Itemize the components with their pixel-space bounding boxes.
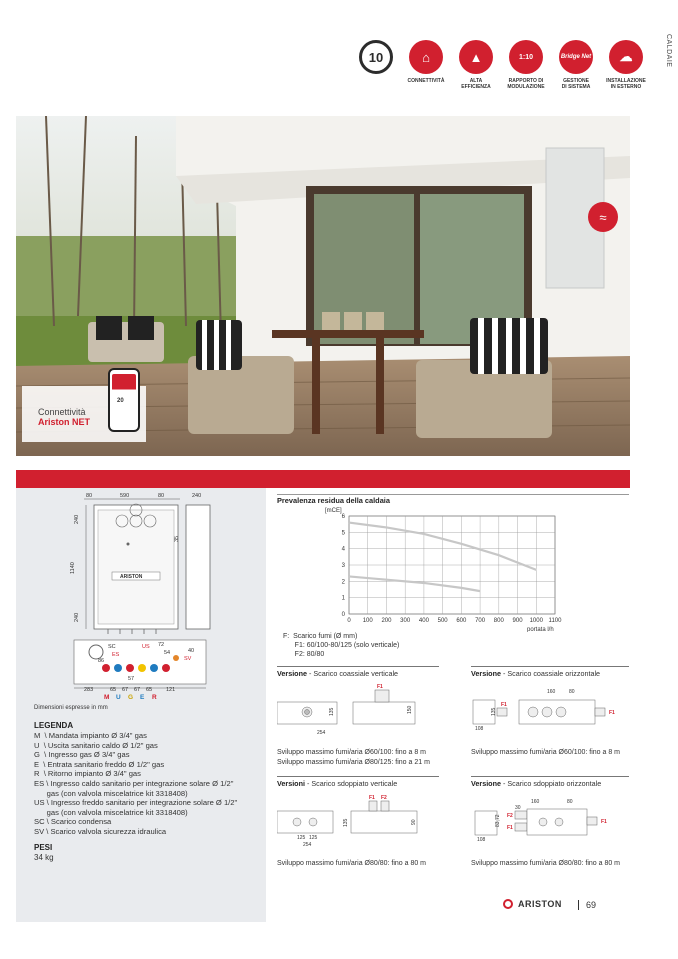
label-f1: F1	[501, 702, 507, 708]
footer-brand	[503, 899, 562, 909]
x-tick-label: 600	[456, 618, 467, 624]
version-split-vertical-dev	[277, 859, 426, 869]
x-tick-label: 0	[347, 618, 351, 624]
feature-connectivity	[404, 40, 448, 90]
pump-head-chart	[277, 504, 629, 632]
conn-e: E	[140, 694, 145, 700]
diagram-coax-vertical	[277, 684, 439, 740]
wifi-icon: ≈	[588, 202, 618, 232]
version-coax-horizontal-dev	[471, 748, 620, 758]
dim-b: 80	[567, 799, 573, 805]
dim-d: 83,72	[495, 814, 501, 827]
footer-brand-name: ARISTON	[518, 899, 562, 909]
chart-xlabel: portata l/h	[527, 627, 554, 632]
chart-title: Prevalenza residua della caldaia	[277, 496, 390, 505]
version-split-horizontal-dev	[471, 859, 620, 869]
section-tab: CALDAIE	[665, 34, 672, 68]
dimensions-note: Dimensioni espresse in mm	[34, 705, 108, 711]
version-title: Versione	[471, 669, 501, 678]
dim-extra-1: 54	[164, 650, 171, 656]
version-rule	[277, 666, 439, 667]
dim-e: 108	[477, 837, 486, 843]
legend-item: SV \ Scarico valvola sicurezza idraulica	[34, 826, 167, 836]
label-f2: F2	[381, 795, 387, 801]
dim-extra-5: 72	[158, 642, 165, 648]
dim-b: 150	[407, 705, 413, 714]
conn-r: R	[152, 694, 157, 700]
version-desc: - Scarico sdoppiato verticale	[304, 779, 398, 788]
outdoor-install-icon: ☁	[609, 40, 643, 74]
label-f1: F1	[507, 825, 513, 831]
dim-a: 160	[531, 799, 540, 805]
y-tick-label: 6	[341, 514, 345, 520]
feature-modulation	[504, 40, 548, 90]
section-divider	[16, 470, 630, 488]
legend-item: R \ Ritorno impianto Ø 3/4" gas	[34, 769, 141, 779]
feature-warranty	[354, 40, 398, 90]
dim-b: 80	[569, 689, 575, 695]
version-coax-horizontal	[471, 669, 600, 678]
label-f2: F2	[507, 813, 513, 819]
feature-outdoor	[604, 40, 648, 90]
dim-bottom-1: 283	[84, 687, 94, 693]
dim-top-right: 80	[158, 493, 165, 499]
label-f1-right: F1	[609, 710, 615, 716]
y-tick-label: 2	[341, 579, 345, 586]
flue-note: F1: 60/100-80/125 (solo verticale)	[283, 642, 400, 649]
x-tick-label: 800	[493, 618, 504, 624]
feature-icons-row	[354, 40, 648, 90]
x-tick-label: 400	[418, 618, 429, 624]
x-tick-label: 700	[475, 618, 486, 624]
x-tick-label: 100	[362, 618, 373, 624]
version-title: Versioni	[277, 779, 305, 788]
dev-line: Sviluppo massimo fumi/aria Ø80/125: fino a 21 m	[277, 758, 430, 766]
phone-temp: 20	[117, 398, 124, 404]
page-number: 69	[586, 900, 597, 910]
legend-list	[34, 731, 262, 837]
dim-d: 125	[309, 835, 318, 841]
legend-item: M \ Mandata impianto Ø 3/4" gas	[34, 731, 147, 740]
version-desc: - Scarico sdoppiato orizzontale	[500, 779, 602, 788]
footer-separator	[578, 900, 579, 910]
label-f1: F1	[369, 795, 375, 801]
dim-c: 135	[491, 707, 497, 716]
flue-notes	[283, 632, 399, 659]
y-tick-label: 5	[341, 530, 345, 537]
legend-item: U \ Uscita sanitario caldo Ø 1/2" gas	[34, 740, 158, 750]
dim-bottom-6: 121	[166, 687, 176, 693]
legend-title: LEGENDA	[34, 721, 74, 730]
dev-line: Sviluppo massimo fumi/aria Ø80/80: fino a 80 m	[277, 860, 427, 867]
flue-note: F2: 80/80	[283, 651, 325, 658]
feature-label: ALTA EFFICIENZA	[461, 78, 491, 90]
chart-top-rule	[277, 494, 629, 495]
label-us: US	[142, 644, 150, 650]
legend-item: US \ Ingresso freddo sanitario per integrazione solare Ø 1/2" gas (con valvola miscelatrice kit 3318408)	[34, 798, 238, 817]
feature-label: RAPPORTO DI MODULAZIONE	[507, 78, 545, 90]
flue-note: F: Scarico fumi (Ø mm)	[283, 633, 358, 640]
dim-side-bottom: 240	[74, 612, 80, 622]
smartphone-icon	[108, 368, 140, 432]
dev-line: Sviluppo massimo fumi/aria Ø80/80: fino a 80 m	[471, 860, 621, 867]
conn-g: G	[128, 694, 134, 700]
dim-a: 135	[343, 818, 349, 827]
weights-value: 34 kg	[34, 853, 54, 862]
y-tick-label: 3	[341, 563, 345, 569]
dev-line: Sviluppo massimo fumi/aria Ø60/100: fino a 8 m	[277, 749, 427, 756]
legend-item: SC \ Scarico condensa	[34, 817, 112, 827]
weights-title: PESI	[34, 843, 53, 852]
dim-depth: 35	[174, 535, 180, 542]
dim-d: 108	[475, 726, 484, 732]
version-coax-vertical-dev	[277, 748, 430, 767]
version-desc: - Scarico coassiale orizzontale	[500, 669, 601, 678]
bridgenet-icon: Bridge Net	[559, 40, 593, 74]
legend-item: G \ Ingresso gas Ø 3/4" gas	[34, 750, 130, 760]
conn-m: M	[104, 694, 110, 700]
efficiency-icon: ▲	[459, 40, 493, 74]
boiler-brand-plate: ARISTON	[120, 574, 143, 580]
dim-a: 135	[329, 707, 335, 716]
dim-top-width: 590	[120, 493, 130, 499]
modulation-icon: 1:10	[509, 40, 543, 74]
version-rule	[277, 776, 439, 777]
label-sc: SC	[108, 644, 116, 650]
y-tick-label: 0	[341, 612, 345, 618]
dim-extra-3: 86	[98, 658, 105, 664]
version-split-horizontal	[471, 779, 601, 788]
x-tick-label: 900	[512, 618, 523, 624]
label-f1: F1	[377, 684, 383, 690]
dim-c: 125	[297, 835, 306, 841]
dim-extra-4: 57	[128, 676, 135, 682]
feature-label: CONNETTIVITÀ	[407, 78, 445, 84]
boiler-drawing	[16, 488, 266, 700]
diagram-split-vertical	[277, 795, 439, 849]
legend-item: E \ Entrata sanitario freddo Ø 1/2" gas	[34, 759, 165, 769]
dim-top-left: 80	[86, 493, 93, 499]
dim-c: 254	[317, 730, 326, 736]
dim-bottom-4: 67	[134, 687, 141, 693]
dim-bottom-2: 65	[110, 687, 117, 693]
version-title: Versione	[471, 779, 501, 788]
feature-label: GESTIONE DI SISTEMA	[561, 78, 591, 90]
chart-ylabel: [mCE]	[325, 508, 342, 514]
ariston-logo-icon	[503, 899, 513, 909]
version-title: Versione	[277, 669, 307, 678]
version-coax-vertical	[277, 669, 398, 678]
dim-b: 90	[411, 819, 417, 825]
diagram-coax-horizontal	[471, 684, 629, 740]
legend-item: ES \ Ingresso caldo sanitario per integrazione solare Ø 1/2" gas (con valvola miscelatrice kit 3318408)	[34, 778, 234, 798]
caption-line1: Connettività	[38, 407, 86, 417]
connectivity-icon: ⌂	[409, 40, 443, 74]
label-f1-right: F1	[601, 819, 607, 825]
dev-line: Sviluppo massimo fumi/aria Ø60/100: fino a 8 m	[471, 749, 621, 756]
dim-extra-2: 40	[188, 648, 195, 654]
label-sv: SV	[184, 656, 192, 662]
dim-bottom-3: 67	[122, 687, 129, 693]
x-tick-label: 1100	[548, 618, 562, 624]
caption-line2: Ariston NET	[38, 417, 91, 427]
version-rule	[471, 776, 629, 777]
version-rule	[471, 666, 629, 667]
dim-bottom-5: 65	[146, 687, 153, 693]
feature-label: INSTALLAZIONE IN ESTERNO	[606, 78, 646, 90]
feature-system	[554, 40, 598, 90]
y-tick-label: 1	[341, 595, 345, 602]
x-tick-label: 300	[400, 618, 411, 624]
x-tick-label: 200	[381, 618, 392, 624]
conn-u: U	[116, 694, 121, 700]
version-split-vertical	[277, 779, 397, 788]
feature-efficiency	[454, 40, 498, 90]
warranty-10-icon: 10	[359, 40, 393, 74]
dim-e: 254	[303, 842, 312, 848]
dim-c: 30	[515, 805, 521, 811]
x-tick-label: 1000	[529, 618, 543, 624]
diagram-split-horizontal	[471, 795, 629, 849]
y-tick-label: 4	[341, 546, 345, 553]
x-tick-label: 500	[437, 618, 448, 624]
dim-side-height: 1140	[70, 562, 76, 574]
label-es: ES	[112, 652, 120, 658]
phone-screen	[112, 374, 136, 426]
dim-a: 160	[547, 689, 556, 695]
dim-top-depth: 240	[192, 493, 202, 499]
dim-side-top: 240	[74, 514, 80, 524]
version-desc: - Scarico coassiale verticale	[306, 669, 399, 678]
